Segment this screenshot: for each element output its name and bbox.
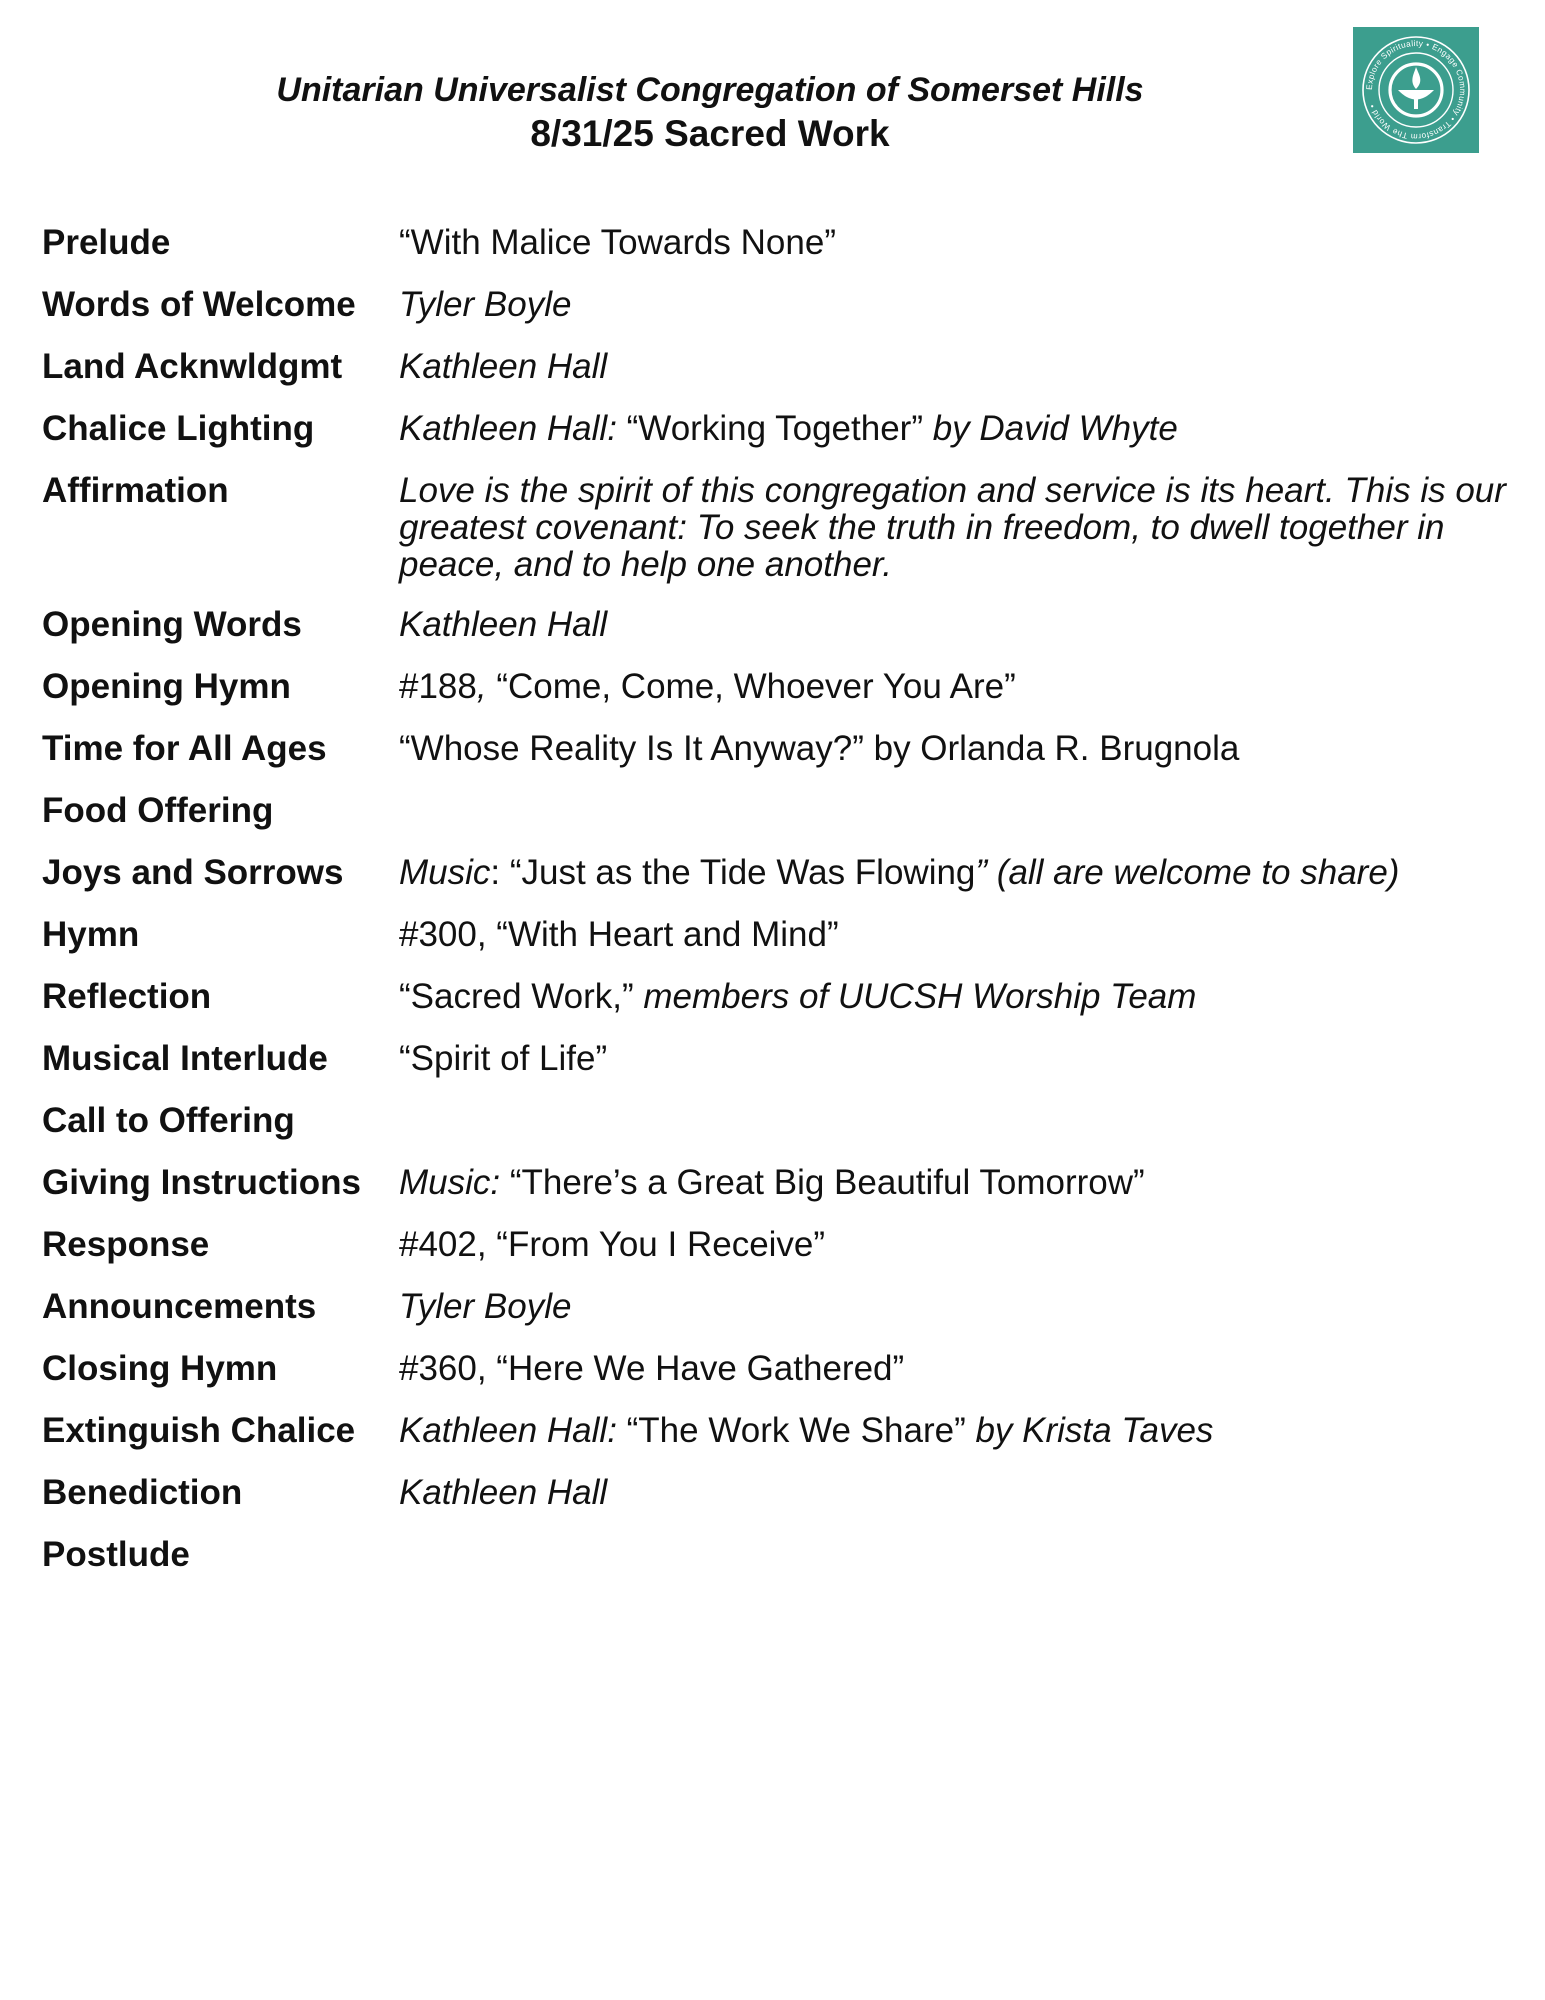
- program-item-detail-text: Music:: [399, 1163, 501, 1202]
- program-item-detail-text: Kathleen Hall: [399, 347, 608, 386]
- program-item-detail: [399, 1286, 1512, 1327]
- program-row: [42, 790, 1512, 831]
- logo-ring-text: Explore Spirituality • Engage Community • Transform The World •: [1364, 38, 1468, 142]
- program-item-label: Words of Welcome: [42, 285, 356, 324]
- program-item-detail-text: Kathleen Hall: [399, 1473, 608, 1512]
- program-item-detail-text: “There’s a Great Big Beautiful Tomorrow”: [500, 1163, 1145, 1202]
- program-item-label: Chalice Lighting: [42, 409, 315, 448]
- order-of-service: [42, 222, 1512, 1596]
- program-item-detail-text: Tyler Boyle: [399, 1287, 572, 1326]
- program-row: [42, 914, 1512, 955]
- program-item-label: Musical Interlude: [42, 1039, 328, 1078]
- program-row: [42, 284, 1512, 325]
- program-row: [42, 470, 1512, 583]
- program-item-label: Extinguish Chalice: [42, 1411, 356, 1450]
- program-item-label: Hymn: [42, 915, 140, 954]
- program-row: [42, 1410, 1512, 1451]
- program-row: [42, 1162, 1512, 1203]
- program-row: [42, 728, 1512, 769]
- program-item-label: Food Offering: [42, 791, 274, 830]
- program-item-detail-text: “With Malice Towards None”: [399, 223, 836, 262]
- uucsh-logo: [1353, 27, 1479, 153]
- program-item-label: Announcements: [42, 1287, 317, 1326]
- program-item-detail-text: by Krista Taves: [975, 1411, 1214, 1450]
- program-item-detail: [399, 408, 1512, 449]
- program-item-detail: [399, 284, 1512, 325]
- program-item-detail-text: “Spirit of Life”: [399, 1039, 608, 1078]
- program-item-detail: [399, 1224, 1512, 1265]
- program-row: [42, 852, 1512, 893]
- program-item-label: Closing Hymn: [42, 1349, 278, 1388]
- program-item-detail: [399, 852, 1512, 893]
- program-item-detail-text: ” (all are welcome to share): [975, 853, 1400, 892]
- program-item-detail: [399, 1410, 1512, 1451]
- organization-name: Unitarian Universalist Congregation of Somerset Hills: [276, 71, 1144, 109]
- program-item-label: Land Acknwldgmt: [42, 347, 343, 386]
- program-item-detail-text: Music: [399, 853, 491, 892]
- program-row: [42, 1038, 1512, 1079]
- program-item-label: Call to Offering: [42, 1101, 295, 1140]
- program-item-detail-text: #300, “With Heart and Mind”: [399, 915, 839, 954]
- program-row: [42, 1224, 1512, 1265]
- program-item-detail-text: Tyler Boyle: [399, 285, 572, 324]
- program-item-detail-text: members of UUCSH Worship Team: [643, 977, 1197, 1016]
- program-item-detail: [399, 914, 1512, 955]
- program-item-detail: [399, 1472, 1512, 1513]
- program-item-detail-text: by David Whyte: [932, 409, 1178, 448]
- program-item-label: Joys and Sorrows: [42, 853, 344, 892]
- program-item-detail-text: “The Work We Share”: [616, 1411, 976, 1450]
- program-item-detail: [399, 666, 1512, 707]
- program-item-label: Affirmation: [42, 471, 229, 510]
- program-item-detail-text: Kathleen Hall: [399, 605, 608, 644]
- program-row: [42, 408, 1512, 449]
- program-item-detail: [399, 1162, 1512, 1203]
- program-item-detail: [399, 1348, 1512, 1389]
- program-row: [42, 976, 1512, 1017]
- program-item-detail-text: #188: [399, 667, 477, 706]
- flaming-chalice-icon: [1353, 27, 1479, 153]
- program-row: [42, 1348, 1512, 1389]
- program-item-detail: [399, 1038, 1512, 1079]
- service-title: 8/31/25 Sacred Work: [530, 113, 890, 154]
- program-row: [42, 1286, 1512, 1327]
- page-header: [0, 68, 1420, 156]
- program-item-label: Giving Instructions: [42, 1163, 361, 1202]
- program-row: [42, 346, 1512, 387]
- program-item-detail: [399, 346, 1512, 387]
- program-item-detail: [399, 976, 1512, 1017]
- program-row: [42, 1472, 1512, 1513]
- program-item-label: Response: [42, 1225, 210, 1264]
- program-item-detail-text: “Come, Come, Whoever You Are”: [496, 667, 1016, 706]
- program-item-detail-text: : “Just as the Tide Was Flowing: [490, 853, 976, 892]
- program-item-detail: [399, 604, 1512, 645]
- program-row: [42, 1100, 1512, 1141]
- program-item-detail: [399, 222, 1512, 263]
- program-item-detail-text: #360, “Here We Have Gathered”: [399, 1349, 905, 1388]
- program-row: [42, 604, 1512, 645]
- program-item-label: Opening Hymn: [42, 667, 291, 706]
- program-item-detail-text: Kathleen Hall:: [399, 409, 617, 448]
- program-row: [42, 666, 1512, 707]
- program-row: [42, 222, 1512, 263]
- program-item-detail-text: Kathleen Hall:: [399, 1411, 617, 1450]
- program-item-detail-text: Love is the spirit of this congregation and service is its heart. This is our greatest covenant: To seek the truth in freedom, to dwell together in peace, and to help one another.: [399, 471, 1506, 584]
- program-item-label: Reflection: [42, 977, 212, 1016]
- program-item-detail-text: “Whose Reality Is It Anyway?” by Orlanda R. Brugnola: [399, 729, 1240, 768]
- program-item-label: Postlude: [42, 1535, 190, 1574]
- program-row: [42, 1534, 1512, 1575]
- program-item-detail-text: “Working Together”: [616, 409, 933, 448]
- program-item-detail: [399, 470, 1512, 583]
- program-item-detail-text: “Sacred Work,”: [399, 977, 644, 1016]
- program-item-label: Time for All Ages: [42, 729, 327, 768]
- program-item-detail-text: ,: [476, 667, 497, 706]
- program-item-detail: [399, 728, 1512, 769]
- program-item-detail-text: #402, “From You I Receive”: [399, 1225, 826, 1264]
- program-item-label: Opening Words: [42, 605, 302, 644]
- program-item-label: Benediction: [42, 1473, 243, 1512]
- program-item-label: Prelude: [42, 223, 171, 262]
